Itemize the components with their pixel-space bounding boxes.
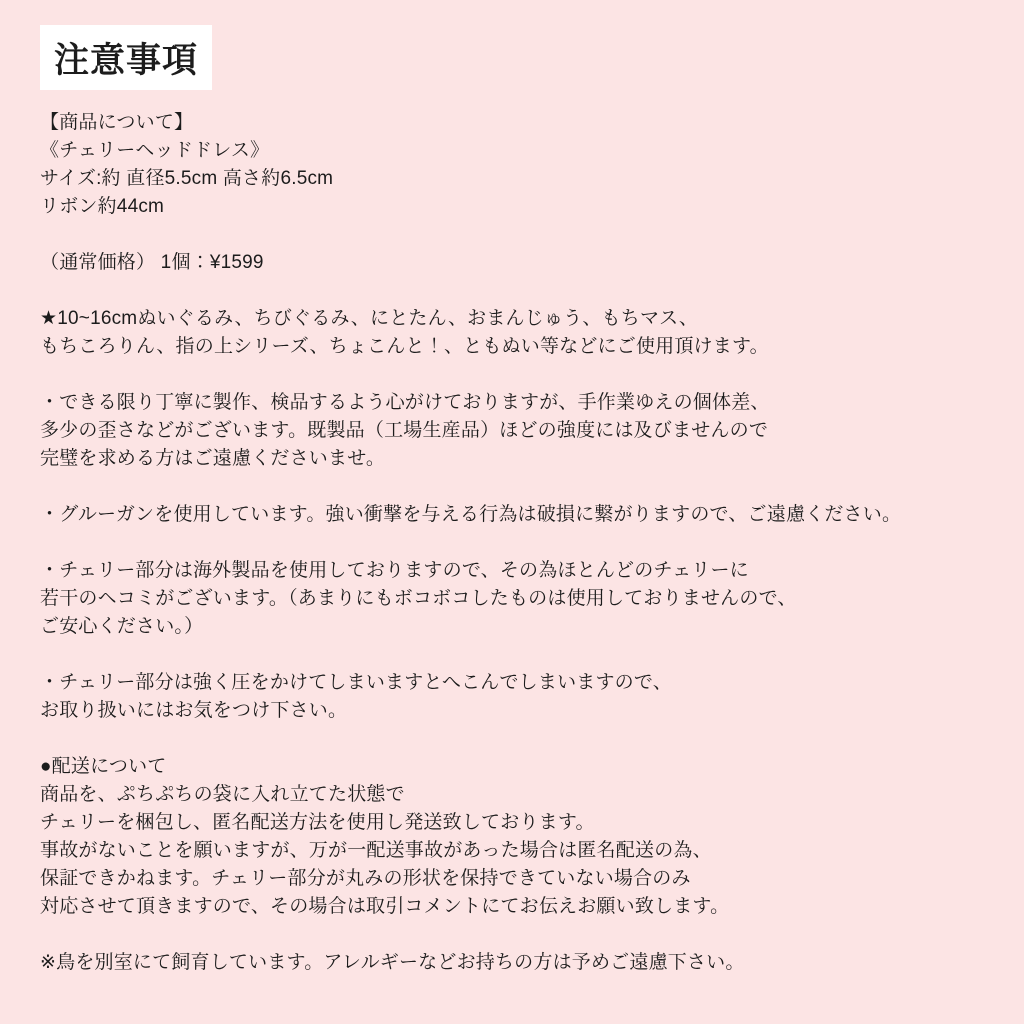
page-title-box xyxy=(40,25,212,90)
paragraph-shipping-info xyxy=(40,753,994,921)
text-line: チェリーを梱包し、匿名配送方法を使用し発送致しております。 xyxy=(40,812,595,833)
text-line: ・チェリー部分は海外製品を使用しておりますので、その為ほとんどのチェリーに xyxy=(40,560,749,581)
text-line: もちころりん、指の上シリーズ、ちょこんと！、ともぬい等などにご使用頂けます。 xyxy=(40,336,769,357)
text-line: （通常価格） 1個：¥1599 xyxy=(40,252,264,273)
paragraph-pressure-warning xyxy=(40,669,994,725)
text-line: 多少の歪さなどがございます。既製品（工場生産品）ほどの強度には及びませんので xyxy=(40,420,769,441)
text-line: 《チェリーヘッドドレス》 xyxy=(40,140,270,161)
paragraph-compatible-items xyxy=(40,305,994,361)
paragraph-glue-gun-warning xyxy=(40,501,994,529)
page-title: 注意事項 xyxy=(53,40,198,80)
text-line: 対応させて頂きますので、その場合は取引コメントにてお伝えお願い致します。 xyxy=(40,896,730,917)
paragraph-product-about xyxy=(40,109,994,221)
text-line: 保証できかねます。チェリー部分が丸みの形状を保持できていない場合のみ xyxy=(40,868,691,889)
paragraph-cherry-parts-note xyxy=(40,557,994,641)
text-line: ●配送について xyxy=(40,756,167,777)
text-line: ご安心ください。） xyxy=(40,616,204,637)
text-line: サイズ:約 直径5.5cm 高さ約6.5cm xyxy=(40,168,334,189)
text-line: 事故がないことを願いますが、万が一配送事故があった場合は匿名配送の為、 xyxy=(40,840,712,861)
text-line: ・できる限り丁寧に製作、検品するよう心がけておりますが、手作業ゆえの個体差、 xyxy=(40,392,770,413)
text-line: 商品を、ぷちぷちの袋に入れ立てた状態で xyxy=(40,784,405,805)
notice-body xyxy=(40,109,994,1005)
text-line: ★10~16cmぬいぐるみ、ちびぐるみ、にとたん、おまんじゅう、もちマス、 xyxy=(40,308,699,329)
text-line: 完璧を求める方はご遠慮くださいませ。 xyxy=(40,448,386,469)
paragraph-allergy-notice xyxy=(40,949,994,977)
text-line: ※鳥を別室にて飼育しています。アレルギーなどお持ちの方は予めご遠慮下さい。 xyxy=(40,952,745,973)
text-line: ・グルーガンを使用しています。強い衝撃を与える行為は破損に繋がりますので、ご遠慮ください。 xyxy=(40,504,902,525)
text-line: お取り扱いにはお気をつけ下さい。 xyxy=(40,700,348,721)
text-line: リボン約44cm xyxy=(40,196,165,217)
paragraph-handmade-disclaimer xyxy=(40,389,994,473)
text-line: ・チェリー部分は強く圧をかけてしまいますとへこんでしまいますので、 xyxy=(40,672,672,693)
text-line: 若干のヘコミがございます。（あまりにもボコボコしたものは使用しておりませんので、 xyxy=(40,588,797,609)
text-line: 【商品について】 xyxy=(40,112,194,133)
paragraph-price xyxy=(40,249,994,277)
